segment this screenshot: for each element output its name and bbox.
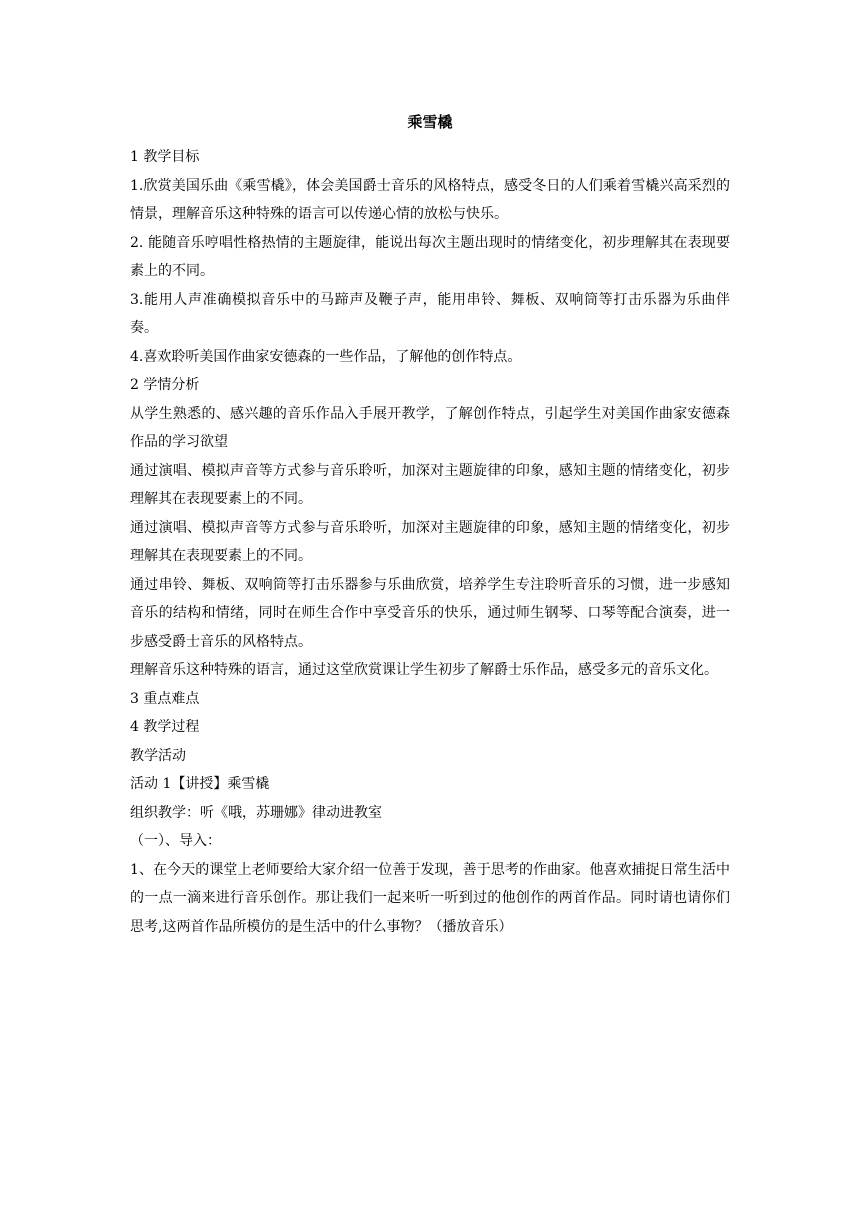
section-heading-objectives: 1 教学目标 xyxy=(130,149,200,165)
paragraph: 4.喜欢聆听美国作曲家安德森的一些作品，了解他的创作特点。 xyxy=(130,348,522,365)
paragraph: 教学活动 xyxy=(130,747,186,764)
paragraph: 通过串铃、舞板、双响筒等打击乐器参与乐曲欣赏，培养学生专注聆听音乐的习惯，进一步感知音乐的结构和情绪，同时在师生合作中享受音乐的快乐，通过师生钢琴、口琴等配合演奏，进一步感受爵士音乐的风格特点。 xyxy=(130,576,730,650)
section-heading-process: 4 教学过程 xyxy=(130,719,200,735)
paragraph: 从学生熟悉的、感兴趣的音乐作品入手展开教学，了解创作特点，引起学生对美国作曲家安德森作品的学习欲望 xyxy=(130,405,730,450)
paragraph: 2. 能随音乐哼唱性格热情的主题旋律，能说出每次主题出现时的情绪变化，初步理解其在表现要素上的不同。 xyxy=(130,234,730,279)
paragraph: 通过演唱、模拟声音等方式参与音乐聆听，加深对主题旋律的印象，感知主题的情绪变化，初步理解其在表现要素上的不同。 xyxy=(130,519,730,564)
section-heading-analysis: 2 学情分析 xyxy=(130,377,200,393)
paragraph: 1、在今天的课堂上老师要给大家介绍一位善于发现，善于思考的作曲家。他喜欢捕捉日常生活中的一点一滴来进行音乐创作。那让我们一起来听一听到过的他创作的两首作品。同时请也请你们思考,这两首作品所模仿的是生活中的什么事物？（播放音乐） xyxy=(130,861,730,935)
paragraph: 通过演唱、模拟声音等方式参与音乐聆听，加深对主题旋律的印象，感知主题的情绪变化，初步理解其在表现要素上的不同。 xyxy=(130,462,730,507)
section-heading-key-points: 3 重点难点 xyxy=(130,690,200,707)
paragraph: 活动 1【讲授】乘雪橇 xyxy=(130,776,270,792)
paragraph: 组织教学：听《哦，苏珊娜》律动进教室 xyxy=(130,804,382,821)
document-body xyxy=(130,143,730,941)
paragraph: 3.能用人声准确模拟音乐中的马蹄声及鞭子声，能用串铃、舞板、双响筒等打击乐器为乐曲伴奏。 xyxy=(130,291,730,336)
paragraph: （一）、导入： xyxy=(130,833,221,849)
paragraph: 理解音乐这种特殊的语言，通过这堂欣赏课让学生初步了解爵士乐作品，感受多元的音乐文化。 xyxy=(130,662,718,678)
paragraph: 1.欣赏美国乐曲《乘雪橇》，体会美国爵士音乐的风格特点，感受冬日的人们乘着雪橇兴高采烈的情景，理解音乐这种特殊的语言可以传递心情的放松与快乐。 xyxy=(130,177,730,222)
document-title: 乘雪橇 xyxy=(407,113,453,131)
